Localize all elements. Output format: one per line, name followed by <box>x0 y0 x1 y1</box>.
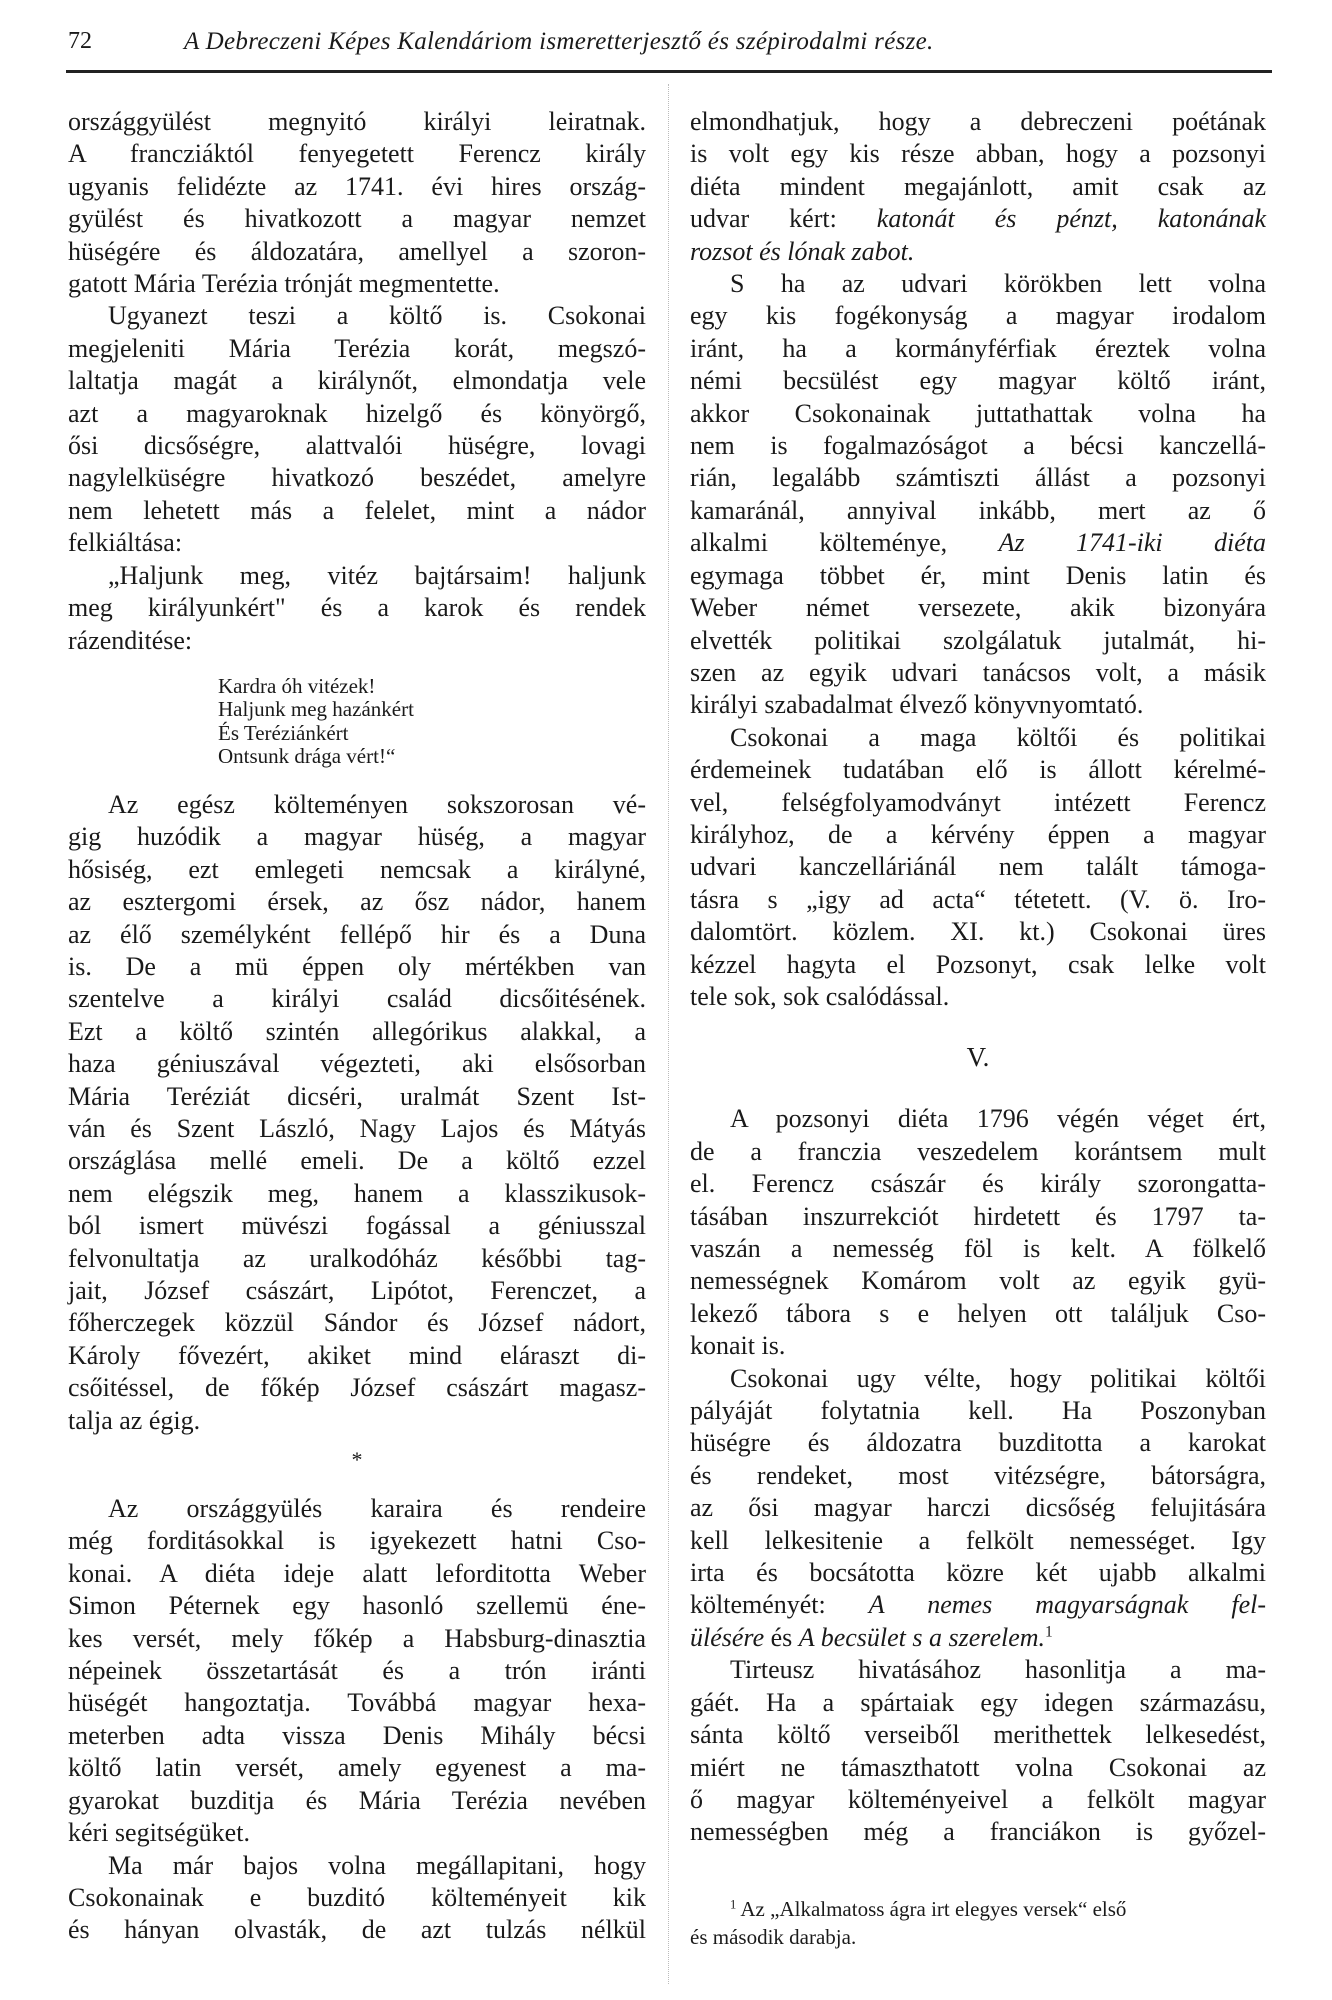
text-line: rián, legalább számtiszti állást a pozsonyi <box>690 463 1266 493</box>
poem-line: Ontsunk drága vért!“ <box>218 744 396 769</box>
paragraph <box>68 106 646 300</box>
text-line: ból ismert müvészi fogással a géniusszal <box>68 1211 646 1241</box>
text-line: királyhoz, de a kérvény éppen a magyar <box>690 819 1266 849</box>
text-line: hüségére és áldozatára, amellyel a szoron- <box>68 236 646 266</box>
text-line: Ugyanezt teszi a költő is. Csokonai <box>108 301 646 331</box>
text-line: egy kis fogékonyság a magyar irodalom <box>690 301 1266 331</box>
running-title: A Debreczeni Képes Kalendáriom ismeretterjesztő és szépirodalmi része. <box>184 28 934 55</box>
text-line: Ma már bajos volna megállapitani, hogy <box>108 1850 646 1880</box>
text-line: gáét. Ha a spártaiak egy idegen származásu, <box>690 1687 1266 1717</box>
text-line: költő latin versét, amely egyenest a ma- <box>68 1753 646 1783</box>
text-line: nemességnek Komárom volt az egyik gyü- <box>690 1266 1266 1296</box>
paragraph <box>690 1654 1266 1848</box>
footnote-ref: 1 <box>1045 1623 1053 1641</box>
text-line: de a franczia veszedelem korántsem mult <box>690 1136 1266 1166</box>
paragraph <box>68 560 646 657</box>
text-line: miért ne támaszthatott volna Csokonai az <box>690 1752 1266 1782</box>
text-line: tásában inszurrekciót hirdetett és 1797 ta- <box>690 1201 1266 1231</box>
text-line: ősi dicsőségre, alattvalói hüségre, lovagi <box>68 431 646 461</box>
paragraph <box>690 1103 1266 1362</box>
text-line: irta és bocsátotta közre két ujabb alkalmi <box>690 1558 1266 1588</box>
text-line: sánta költő verseiből merithettek lelkesedést, <box>690 1720 1266 1750</box>
footnote-text: Az „Alkalmatoss ágra irt elegyes versek“ első <box>736 1897 1127 1921</box>
text-line: pályáját folytatnia kell. Ha Poszonyban <box>690 1396 1266 1426</box>
text-line: el. Ferencz császár és király szorongatta- <box>690 1169 1266 1199</box>
text-line <box>690 203 1266 235</box>
text-line: szentelve a királyi család dicsőitésének. <box>68 984 646 1014</box>
text-line: azt a magyaroknak hizelgő és könyörgő, <box>68 398 646 428</box>
text-line: tásra s „igy ad acta“ tétetett. (V. ö. Iro- <box>690 884 1266 914</box>
text-line: A francziáktól fenyegetett Ferencz király <box>68 139 646 169</box>
text-line: nem is fogalmazóságot a bécsi kanczellá- <box>690 431 1266 461</box>
poem-line: Haljunk meg hazánkért <box>218 697 414 722</box>
text-line: nemességben még a franciákon is győzel- <box>690 1817 1266 1847</box>
text-line: elvették politikai szolgálatuk jutalmát, hi- <box>690 625 1266 655</box>
text-line: Csokonai a maga költői és politikai <box>730 722 1266 752</box>
text-line: konait is. <box>690 1331 786 1361</box>
italic-title: ülésére <box>690 1622 765 1652</box>
text-line: Tirteusz hivatásához hasonlitja a ma- <box>730 1655 1266 1685</box>
text-line: csőitéssel, de főkép József császárt magasz- <box>68 1373 646 1403</box>
italic-title: Az 1741-iki diéta <box>998 528 1266 558</box>
italic-title: rozsot és lónak zabot. <box>690 236 915 266</box>
footnote-line <box>690 1895 1266 1923</box>
text-line: is volt egy kis része abban, hogy a pozsonyi <box>690 139 1266 169</box>
text-line: nem lehetett más a felelet, mint a nádor <box>68 495 646 525</box>
text-line: Az egész költeményen sokszorosan vé- <box>108 789 646 819</box>
paragraph <box>690 722 1266 1014</box>
text-line: felvonultatja az uralkodóház későbbi tag- <box>68 1243 646 1273</box>
text-line: gatott Mária Terézia trónját megmentette. <box>68 269 500 299</box>
italic-title: katonát és pénzt, katonának <box>876 204 1266 234</box>
text-line: haza géniuszával végezteti, aki elsősorban <box>68 1049 646 1079</box>
section-separator: * <box>351 1447 363 1473</box>
text-line: diéta mindent megajánlott, amit csak az <box>690 171 1266 201</box>
text-line: ugyanis felidézte az 1741. évi hires ország- <box>68 171 646 201</box>
text-line: országlása mellé emeli. De a költő ezzel <box>68 1146 646 1176</box>
text-line: elmondhatjuk, hogy a debreczeni poétának <box>690 107 1266 136</box>
text-line: megjeleniti Mária Terézia korát, megszó- <box>68 333 646 363</box>
paragraph <box>68 1493 646 1849</box>
text-line: az ősi magyar harczi dicsőség felujitására <box>690 1493 1266 1523</box>
text-line <box>690 527 1266 559</box>
paragraph <box>68 1850 646 1947</box>
italic-title: A becsület s a szerelem. <box>798 1622 1046 1652</box>
section-heading: V. <box>966 1042 990 1073</box>
text-line: kézzel hagyta el Pozsonyt, csak lelke volt <box>690 949 1266 979</box>
poem-line: Kardra óh vitézek! <box>218 673 376 698</box>
text-line: is. De a mü éppen oly mértékben van <box>68 951 646 981</box>
text-line: érdemeinek tudatában elő is állott kérelmé- <box>690 755 1266 785</box>
text-line <box>690 1589 1266 1621</box>
column-divider <box>668 84 669 1984</box>
text-line: gyarokat buzditja és Mária Terézia nevében <box>68 1785 646 1815</box>
left-column <box>68 106 646 1947</box>
text-line: Károly fővezért, akiket mind eláraszt di- <box>68 1340 646 1370</box>
text-line: Csokonainak e buzditó költeményeit kik <box>68 1882 646 1912</box>
text-line: felkiáltása: <box>68 528 183 558</box>
paragraph <box>690 1363 1266 1655</box>
text-line: szen az egyik udvari tanácsos volt, a másik <box>690 657 1266 687</box>
text-line <box>690 1622 1266 1654</box>
footnote <box>690 1895 1266 1951</box>
text-line: rázenditése: <box>68 625 193 655</box>
text-line: kell lelkesitenie a felkölt nemességet. Igy <box>690 1525 1266 1555</box>
text-line: és rendeket, most vitézségre, bátorságra, <box>690 1460 1266 1490</box>
text-line: Weber német versezete, akik bizonyára <box>690 593 1266 623</box>
text-line: főherczegek közzül Sándor és József nádort, <box>68 1308 646 1338</box>
text-line: S ha az udvari körökben lett volna <box>730 269 1266 299</box>
header-rule <box>66 70 1272 73</box>
text-line: Az országgyülés karaira és rendeire <box>108 1494 646 1524</box>
text-line: és hányan olvasták, de azt tulzás nélkül <box>68 1915 646 1945</box>
text-line: nagylelküségre hivatkozó beszédet, amelyre <box>68 463 646 493</box>
text-line: népeinek összetartását és a trón iránti <box>68 1656 646 1686</box>
text-line: lekező tábora s e helyen ott találjuk Cso- <box>690 1298 1266 1328</box>
text-line: konai. A diéta ideje alatt leforditotta Weber <box>68 1558 646 1588</box>
text-line: kamaránál, annyival inkább, mert az ő <box>690 495 1266 525</box>
text-line: laltatja magát a királynőt, elmondatja vele <box>68 366 646 396</box>
text-line: akkor Csokonainak juttathattak volna ha <box>690 398 1266 428</box>
text-line <box>690 236 1266 268</box>
poem-stanza <box>218 675 646 769</box>
text-line: dalomtört. közlem. XI. kt.) Csokonai üres <box>690 917 1266 947</box>
text-line: gig huzódik a magyar hüség, a magyar <box>68 822 646 852</box>
text-line: az élő személyként fellépő hir és a Duna <box>68 919 646 949</box>
paragraph <box>68 300 646 559</box>
footnote-marker: 1 <box>730 1897 737 1912</box>
text-line: meg királyunkért" és a karok és rendek <box>68 593 646 623</box>
text-line: királyi szabadalmat élvező könyvnyomtató. <box>690 690 1144 720</box>
text-line: iránt, ha a kormányférfiak éreztek volna <box>690 333 1266 363</box>
text-line: kéri segitségüket. <box>68 1818 250 1848</box>
text-line: vaszán a nemesség föl is kelt. A fölkelő <box>690 1234 1266 1263</box>
text-line: nem elégszik meg, hanem a klasszikusok- <box>68 1178 646 1208</box>
text-line: Simon Péternek egy hasonló szellemü éne- <box>68 1591 646 1621</box>
text-run: és <box>764 1622 799 1652</box>
text-line: Csokonai ugy vélte, hogy politikai költői <box>730 1363 1266 1393</box>
poem-line: És Teréziánkért <box>218 720 349 745</box>
paragraph <box>690 106 1266 268</box>
text-run: udvar kért: <box>690 204 877 234</box>
paragraph <box>68 789 646 1437</box>
text-line: egymaga többet ér, mint Denis latin és <box>690 560 1266 590</box>
text-line: kes versét, mely főkép a Habsburg-dinasztia <box>68 1623 646 1653</box>
text-line: ván és Szent László, Nagy Lajos és Mátyás <box>68 1113 646 1143</box>
text-line: „Haljunk meg, vitéz bajtársaim! haljunk <box>108 560 646 590</box>
italic-title: A nemes magyarságnak fel- <box>868 1590 1266 1620</box>
text-line: talja az égig. <box>68 1405 201 1435</box>
text-line: országgyülést megnyitó királyi leiratnak. <box>68 107 646 136</box>
text-line: hüségre és áldozatra buzditotta a karokat <box>690 1428 1266 1458</box>
text-line: gyülést és hivatkozott a magyar nemzet <box>68 204 646 234</box>
right-column <box>690 106 1266 1849</box>
text-run: alkalmi költeménye, <box>690 528 999 558</box>
running-header <box>66 26 1270 66</box>
text-line: vel, felségfolyamodványt intézett Ferencz <box>690 787 1266 817</box>
text-line: némi becsülést egy magyar költő iránt, <box>690 366 1266 396</box>
text-line: még forditásokkal is igyekezett hatni Cso- <box>68 1526 646 1556</box>
text-line: tele sok, sok csalódással. <box>690 981 950 1011</box>
text-line: hősiség, ezt emlegeti nemcsak a királyné, <box>68 854 646 884</box>
footnote-line: és második darabja. <box>690 1925 857 1949</box>
text-line: ő magyar költeményeivel a felkölt magyar <box>690 1784 1266 1814</box>
text-line: udvari kanczelláriánál nem talált támoga- <box>690 852 1266 882</box>
text-line: Ezt a költő szintén allegórikus alakkal, a <box>68 1016 646 1046</box>
text-run: költeményét: <box>690 1590 869 1620</box>
text-line: meterben adta vissza Denis Mihály bécsi <box>68 1720 646 1750</box>
text-line: jait, József császárt, Lipótot, Ferenczet, a <box>68 1276 646 1305</box>
text-line: Mária Teréziát dicséri, uralmát Szent Ist- <box>68 1081 646 1111</box>
text-line: A pozsonyi diéta 1796 végén véget ért, <box>730 1104 1266 1134</box>
page-number: 72 <box>68 28 92 54</box>
text-line: az esztergomi érsek, az ősz nádor, hanem <box>68 887 646 917</box>
paragraph <box>690 268 1266 722</box>
text-line: hüségét hangoztatja. Továbbá magyar hexa- <box>68 1688 646 1718</box>
